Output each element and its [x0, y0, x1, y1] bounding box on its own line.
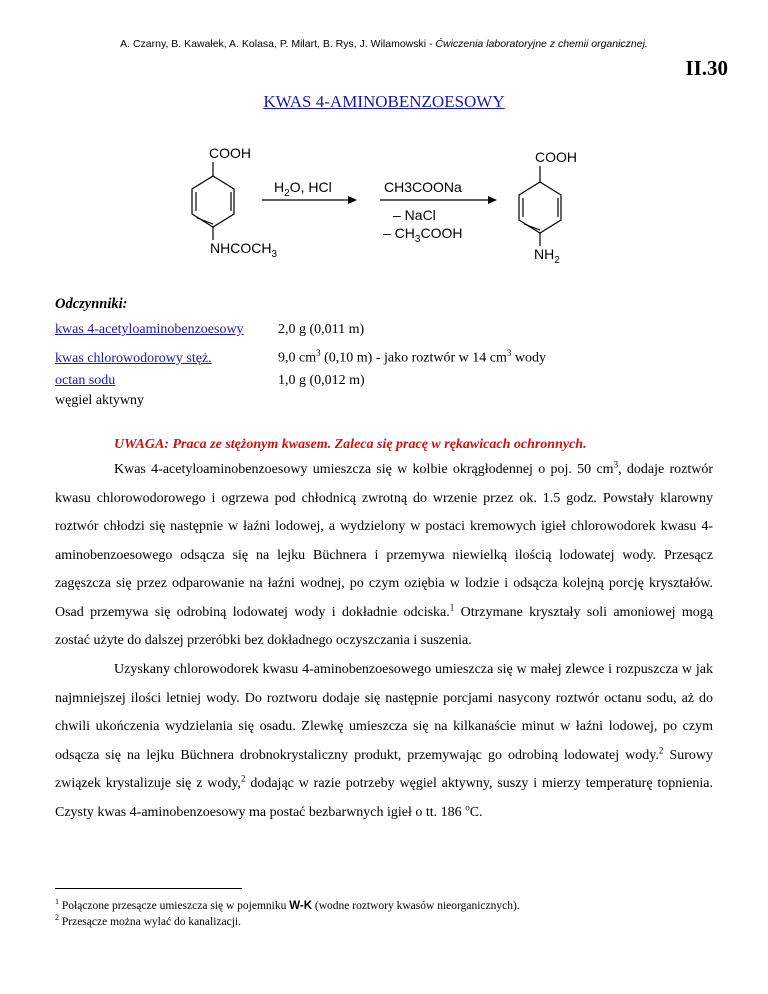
right-nh2-label: $NH_2$ [534, 246, 560, 266]
footnote-separator [55, 888, 242, 889]
procedure-paragraph-1: Kwas 4-acetyloaminobenzoesowy umieszcza się w kolbie okrągłodennej o poj. 50 $cm^3$, dodaje roztwór kwasu chlorowodorowego i ogrzewa pod chłodnicą zwrotną do wrzenie przez ok. 1.5 godz. Powstały klarowny roztwór chłodzi się następnie w łaźni lodowej, a wydzielony w postaci kremowych igieł chlorowodorek kwasu 4-aminobenzoesowego odsącza się na lejku Büchnera i przemywa niewielką ilością lodowatej wody. Przesącz zagęszcza się przez odparowanie na łaźni wodnej, po czym oziębia w lodzie i odsącza kolejną porcję kryształów. Osad przemywa się odrobiną lodowatej wody i dokładnie odciska.$^1$ Otrzymane kryształy soli amoniowej mogą zostać użyte do dalszej przeróbki bez dokładnego oczyszczania i suszenia. [55, 459, 714, 648]
procedure-paragraph-2: Uzyskany chlorowodorek kwasu 4-aminobenzoesowego umieszcza się w małej zlewce i rozpuszcza w jak najmniejszej ilości letniej wody. Do roztworu dodaje się następnie porcjami nasycony roztwór octanu sodu, aż do chwili ukończenia wydzielania się osadu. Zlewkę umieszcza się na kilkanaście minut w łaźni lodowej, po czym odsącza się na lejku Büchnera drobnokrystaliczny produkt, przemywając go odrobiną lodowatej wody.$^2$ Surowy związek krystalizuje się z wody,$^2$ dodając w razie potrzeby węgiel aktywny, suszy i mierzy temperaturę topnienia. Czysty kwas 4-aminobenzoesowy ma postać bezbarwnych igieł o tt. 186 $^o$C. [55, 662, 713, 820]
byproduct-nacl: – NaCl [393, 207, 436, 223]
reagent-activated-carbon: węgiel aktywny [55, 393, 145, 408]
left-cooh-label: COOH [209, 145, 251, 161]
footnote-2: $^2$ Przesącze można wylać do kanalizacji. [55, 913, 241, 928]
reagent-amount: 1,0 g (0,012 m) [278, 373, 365, 388]
page-header [0, 38, 768, 50]
reagent-h2o-hcl: $H_2O$, HCl [274, 179, 332, 199]
reagent-link-sodium-acetate[interactable]: octan sodu [55, 373, 116, 388]
safety-warning: UWAGA: Praca ze stężonym kwasem. Zaleca się pracę w rękawicach ochronnych. [114, 437, 587, 452]
left-benzene-ring [192, 176, 234, 227]
header-authors: A. Czarny, B. Kawałek, A. Kolasa, P. Milart, B. Rys, J. Wilamowski - [120, 38, 436, 50]
right-benzene-ring [519, 182, 561, 233]
byproduct-acetic-acid: – $CH_3COOH$ [383, 225, 463, 245]
reagents-heading: Odczynniki: [55, 296, 128, 312]
reagent-row [55, 348, 546, 367]
reagent-link-acetylamino[interactable]: kwas 4-acetyloaminobenzoesowy [55, 322, 244, 337]
reagent-sodium-acetate: CH3COONa [384, 179, 462, 195]
page-title: KWAS 4-AMINOBENZOESOWY [263, 92, 505, 111]
reagent-amount: 9,0 $cm^3$ (0,10 m) - jako roztwór w 14 $cm^3$ wody [278, 348, 546, 366]
footnote-1: $^1$ Połączone przesącze umieszcza się w pojemniku W-K (wodne roztwory kwasów nieorganicznych). [55, 897, 520, 912]
header-book-title: Ćwiczenia laboratoryjne z chemii organicznej. [435, 38, 648, 50]
reagent-link-hcl[interactable]: kwas chlorowodorowy stęż. [55, 350, 212, 366]
exercise-code: II.30 [685, 56, 728, 80]
reagent-amount: 2,0 g (0,011 m) [278, 322, 365, 337]
reagent-row [55, 322, 364, 338]
reagent-row [55, 373, 365, 389]
right-cooh-label: COOH [535, 149, 577, 165]
left-nhcoch3-label: $NHCOCH_3$ [210, 240, 278, 260]
reaction-scheme [0, 140, 768, 280]
